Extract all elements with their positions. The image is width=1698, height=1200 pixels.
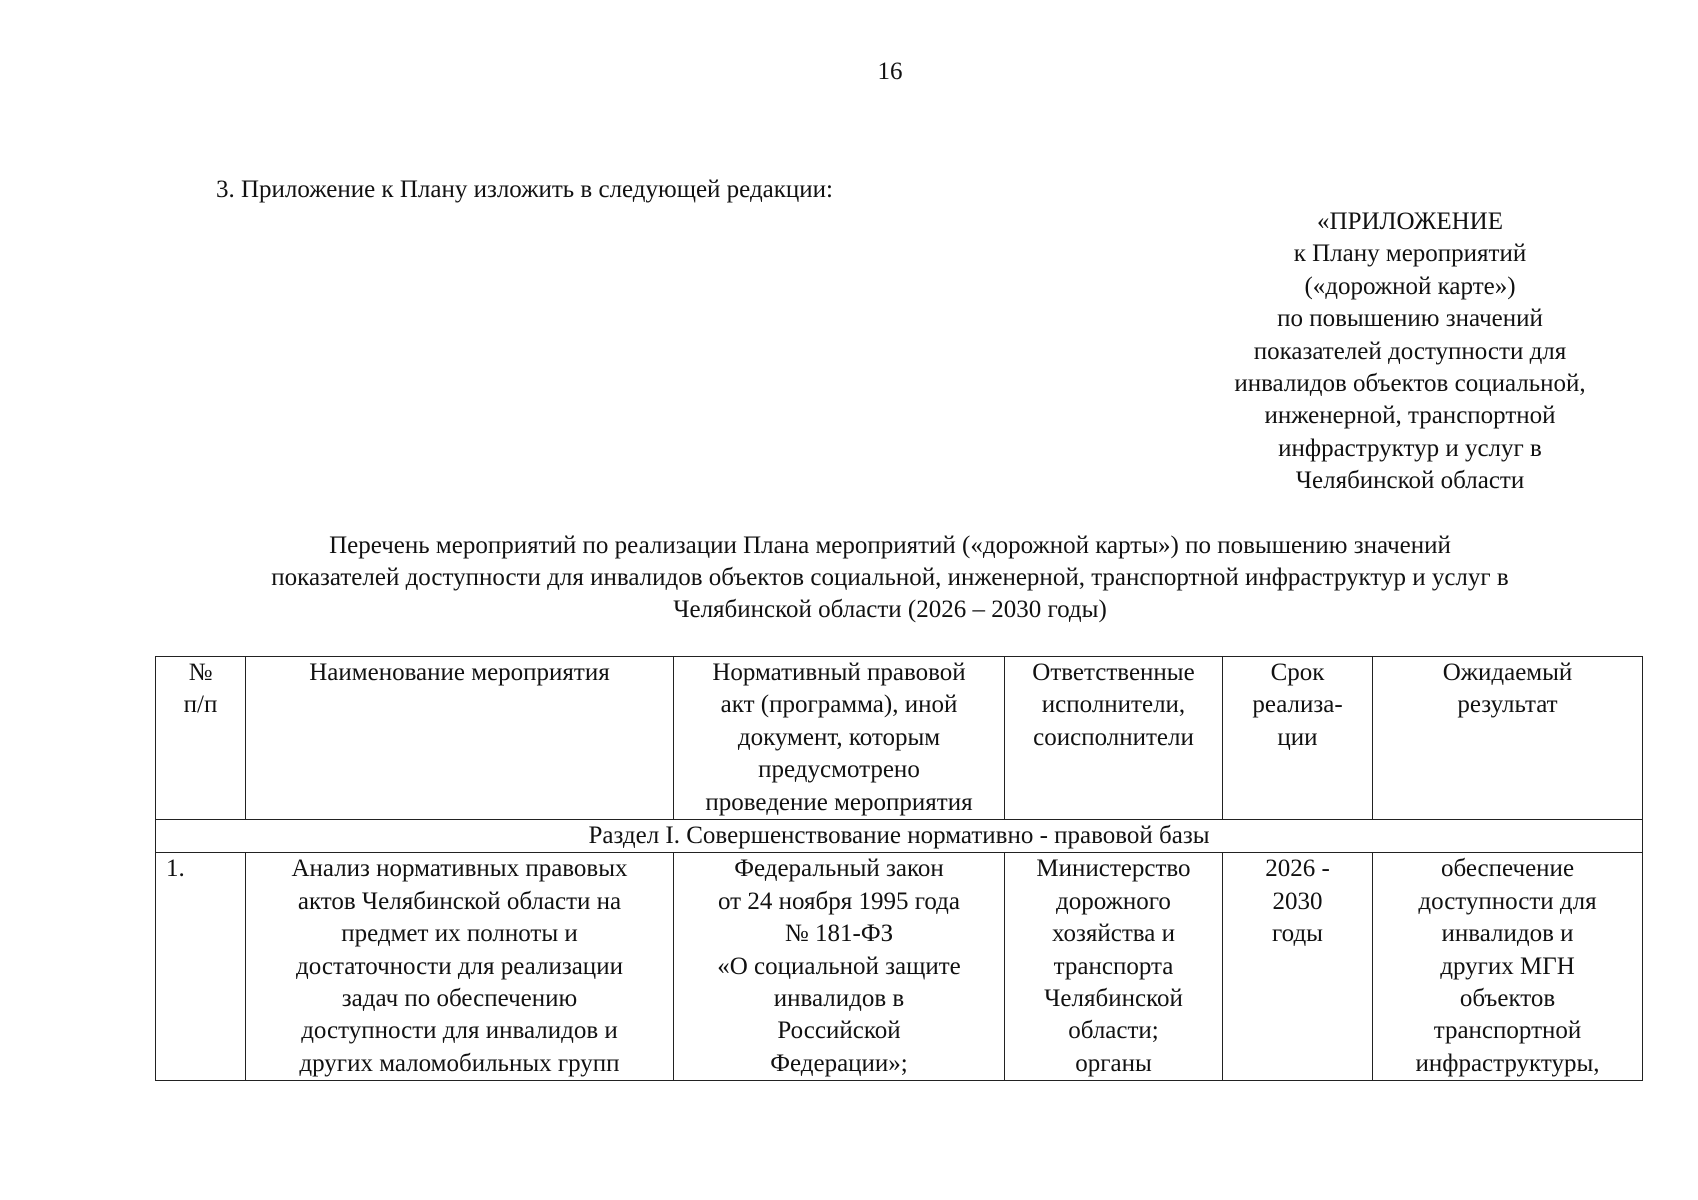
list-title-line: Перечень мероприятий по реализации Плана мероприятий («дорожной карты») по повышению значений [329, 532, 1451, 559]
section-title: Раздел I. Совершенствование нормативно - правовой базы [156, 820, 1643, 853]
page-number: 16 [877, 58, 903, 85]
header-legal-act: Нормативный правовой акт (программа), иной документ, которым предусмотрено проведение мероприятия [674, 657, 1005, 820]
list-title [160, 530, 1620, 626]
list-title-line: Челябинской области (2026 – 2030 годы) [673, 596, 1107, 623]
table-row [156, 853, 1643, 1081]
row-term: 2026 - 2030 годы [1223, 853, 1373, 1081]
intro-paragraph: 3. Приложение к Плану изложить в следующей редакции: [216, 176, 833, 203]
row-name: Анализ нормативных правовых актов Челябинской области на предмет их полноты и достаточности для реализации задач по обеспечению доступности для инвалидов и других маломобильных групп [246, 853, 674, 1081]
appendix-line: Челябинской области [1295, 467, 1525, 495]
row-result: обеспечение доступности для инвалидов и других МГН объектов транспортной инфраструктуры, [1373, 853, 1643, 1081]
appendix-line: инфраструктур и услуг в [1278, 434, 1542, 462]
appendix-line: инвалидов объектов социальной, [1234, 370, 1586, 398]
header-executors: Ответственные исполнители, соисполнители [1005, 657, 1223, 820]
appendix-line: («дорожной карте») [1304, 272, 1516, 300]
row-executors: Министерство дорожного хозяйства и транспорта Челябинской области; органы [1005, 853, 1223, 1081]
appendix-line: показателей доступности для [1253, 337, 1567, 365]
header-result: Ожидаемый результат [1373, 657, 1643, 820]
header-number: № п/п [156, 657, 246, 820]
measures-table [155, 656, 1643, 1081]
header-name: Наименование мероприятия [246, 657, 674, 820]
table-header-row [156, 657, 1643, 820]
appendix-line: по повышению значений [1277, 305, 1543, 333]
appendix-line: «ПРИЛОЖЕНИЕ [1317, 208, 1503, 235]
appendix-heading [1200, 206, 1620, 498]
section-row [156, 820, 1643, 853]
appendix-line: инженерной, транспортной [1264, 402, 1556, 430]
appendix-line: к Плану мероприятий [1293, 240, 1527, 268]
list-title-line: показателей доступности для инвалидов объектов социальной, инженерной, транспортной инфраструктур и услуг в [271, 564, 1509, 591]
row-legal-act: Федеральный закон от 24 ноября 1995 года № 181-ФЗ «О социальной защите инвалидов в Российской Федерации»; [674, 853, 1005, 1081]
row-number: 1. [156, 853, 246, 1081]
header-term: Срок реализа- ции [1223, 657, 1373, 820]
